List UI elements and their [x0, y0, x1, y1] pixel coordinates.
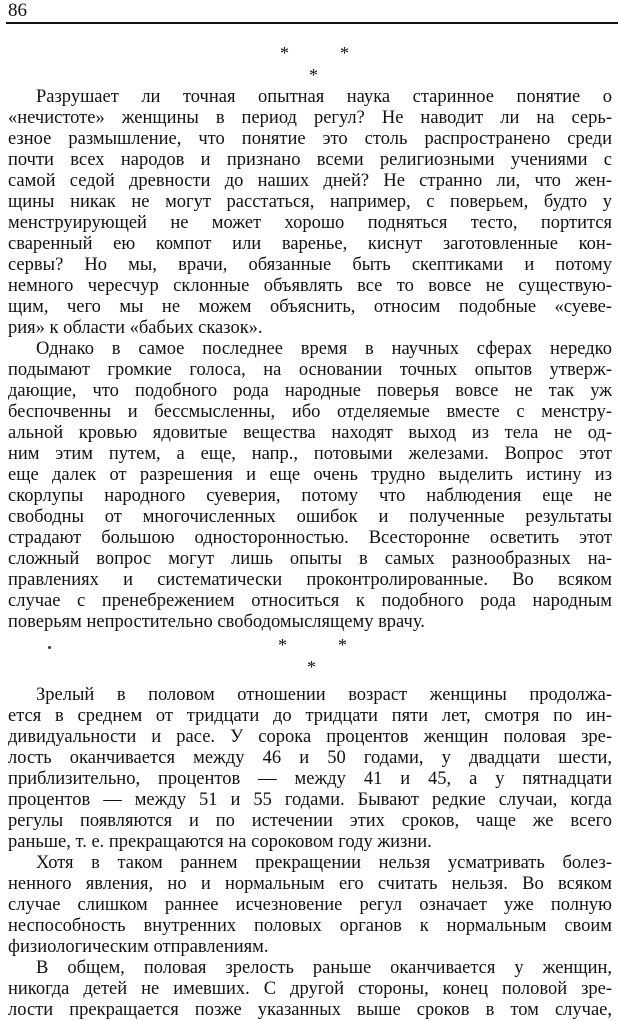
asterisk: *	[338, 635, 347, 655]
text-line: щины никак не могут расстаться, например, с поверьем, будто у	[8, 192, 612, 212]
text-line: подымают громкие голоса, на основании точных опытов утверж-	[8, 360, 612, 380]
text-line: беспочвенны и бессмысленны, ибо отделяемые вместе с менстру-	[8, 402, 612, 422]
text-line: дивидуальности и расе. У сорока процентов женщин половая зре-	[8, 727, 612, 747]
text-line: Разрушает ли точная опытная наука старинное понятие о	[36, 87, 612, 107]
text-line: менструирующей не может хорошо подняться тесто, портится	[8, 213, 612, 233]
paragraph-5	[8, 958, 612, 1021]
asterisk: *	[307, 657, 316, 677]
text-line: ненного явления, но и нормальным его считать нельзя. Во всяком	[8, 874, 612, 894]
text-line: страдают большою односторонностью. Всесторонне осветить этот	[8, 528, 612, 548]
asterisk: *	[280, 43, 289, 63]
text-line: лость оканчивается между 46 и 50 годами, у двадцати шести,	[8, 748, 612, 768]
text-line: «нечистоте» женщины в период регул? Не наводит ли на серь-	[8, 108, 612, 128]
text-line: правлениях и систематически проконтролированные. Во всяком	[8, 570, 612, 590]
text-line: щим, чего мы не можем объяснить, относим подобные «суеве-	[8, 297, 612, 317]
text-line: Однако в самое последнее время в научных сферах нередко	[36, 339, 612, 359]
text-line: ется в среднем от тридцати до тридцати пяти лет, смотря по ин-	[8, 706, 612, 726]
text-line: лости прекращается позже указанных выше сроков в том случае,	[8, 1000, 612, 1020]
text-line: сервы? Но мы, врачи, обязанные быть скептиками и потому	[8, 255, 612, 275]
text-line: скорлупы народного суеверия, потому что наблюдения еще не	[8, 486, 612, 506]
paragraph-3	[8, 685, 612, 853]
text-line: сваренный ею компот или варенье, киснут заготовленные кон-	[8, 234, 612, 254]
text-line: самой седой древности до наших дней? Не странно ли, что жен-	[8, 171, 612, 191]
text-line: поверьям непростительно свободомыслящему врачу.	[8, 612, 425, 632]
text-line: почти всех народов и признано всеми религиозными учениями с	[8, 150, 612, 170]
paragraph-2	[8, 339, 612, 633]
text-line: В общем, половая зрелость раньше оканчивается у женщин,	[36, 958, 612, 978]
text-line: регулы появляются и по истечении этих сроков, чаще же всего	[8, 811, 612, 831]
text-line: свободны от многочисленных ошибок и полученные результаты	[8, 507, 612, 527]
text-line: Зрелый в половом отношении возраст женщины продолжа-	[36, 685, 612, 705]
text-line: альной кровью ядовитые вещества находят выход из тела не од-	[8, 423, 612, 443]
text-line: немного чересчур склонные объявлять все то вовсе не существую-	[8, 276, 612, 296]
text-line: ним этим путем, а еще, напр., потовыми железами. Вопрос этот	[8, 444, 612, 464]
asterisk: *	[309, 65, 318, 85]
section-separator-2	[0, 636, 620, 676]
text-line: дающие, что подобного рода народные поверья вовсе не так уж	[8, 381, 612, 401]
text-line: случае с пренебрежением относиться к подобного рода народным	[8, 591, 612, 611]
header-rule	[6, 22, 618, 24]
paragraph-1	[8, 87, 612, 339]
text-line: еще далек от разрешения и еще очень трудно выделить истину из	[8, 465, 612, 485]
text-line: процентов — между 51 и 55 годами. Бывают редкие случаи, когда	[8, 790, 612, 810]
text-line: никогда детей не имевших. С другой стороны, конец половой зре-	[8, 979, 612, 999]
print-speck	[48, 646, 51, 649]
paragraph-4	[8, 853, 612, 958]
text-line: рия» к области «бабьих сказок».	[8, 318, 263, 338]
page-number: 86	[8, 0, 27, 21]
asterisk: *	[278, 635, 287, 655]
section-separator-1	[0, 44, 620, 84]
text-line: неспособность внутренних половых органов к нормальным своим	[8, 916, 612, 936]
text-line: физиологическим отправлениям.	[8, 937, 269, 957]
asterisk: *	[340, 43, 349, 63]
text-line: езное размышление, что понятие это столь распространено среди	[8, 129, 612, 149]
text-line: приблизительно, процентов — между 41 и 45, а у пятнадцати	[8, 769, 612, 789]
text-line: Хотя в таком раннем прекращении нельзя усматривать болез-	[36, 853, 612, 873]
text-line: раньше, т. е. прекращаются на сороковом году жизни.	[8, 832, 432, 852]
text-line: сложный вопрос могут лишь опыты в самых разнообразных на-	[8, 549, 612, 569]
text-line: случае слишком раннее исчезновение регул означает уже полную	[8, 895, 612, 915]
